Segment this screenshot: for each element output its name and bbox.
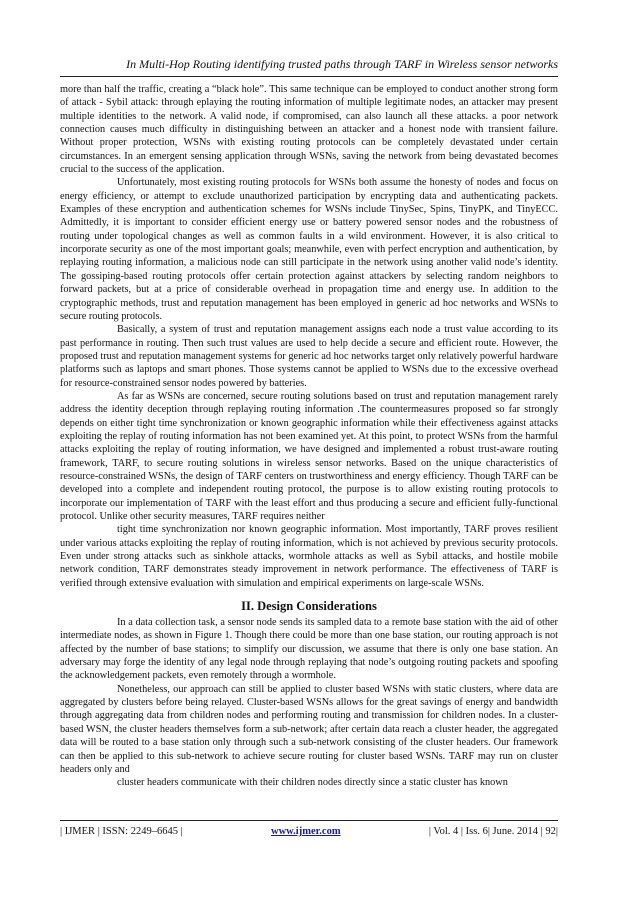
paragraph: tight time synchronization nor known geographic information. Most importantly, TARF proves resilient under various attacks exploiting the replay of routing information, which is not achieved by previous security protocols. Even under strong attacks such as sinkhole attacks, wormhole attacks as well as Sybil attacks, and hostile mobile network condition, TARF demonstrates steady improvement in network performance. The effectiveness of TARF is verified through extensive evaluation with simulation and empirical experiments on large-scale WSNs. — [60, 524, 558, 589]
paragraph: Unfortunately, most existing routing protocols for WSNs both assume the honesty of nodes and focus on energy efficiency, or attempt to exclude unauthorized participation by encrypting data and authenticating packets. Examples of these encryption and authentication schemes for WSNs include TinySec, Spins, TinyPK, and TinyECC. Admittedly, it is important to consider efficient energy use or battery powered sensor nodes and the robustness of routing under topological changes as well as common faults in a wild environment. However, it is also critical to incorporate security as one of the most important goals; meanwhile, even with perfect encryption and authentication, by replaying routing information, a malicious node can still participate in the network using another valid node’s identity. The gossiping-based routing protocols offer certain protection against attackers by selecting random neighbors to forward packets, but at a price of considerable overhead in propagation time and energy use. In addition to the cryptographic methods, trust and reputation management has been employed in generic ad hoc networks and WSNs to secure routing protocols. — [60, 177, 558, 322]
paragraph: In a data collection task, a sensor node sends its sampled data to a remote base station with the aid of other intermediate nodes, as shown in Figure 1. Though there could be more than one base station, our routing approach is not affected by the number of base stations; to simplify our discussion, we assume that there is only one base station. An adversary may forge the identity of any legal node through replaying that node’s outgoing routing packets and spoofing the acknowledgement packets, even remotely through a wormhole. — [60, 617, 558, 682]
running-header: In Multi-Hop Routing identifying trusted paths through TARF in Wireless sensor networks — [126, 57, 558, 71]
footer-rule — [60, 820, 558, 821]
footer-issue-info: | Vol. 4 | Iss. 6| June. 2014 | 92| — [428, 826, 558, 837]
section-heading: II. Design Considerations — [241, 599, 377, 614]
paragraph: As far as WSNs are concerned, secure routing solutions based on trust and reputation management rarely address the identity deception through replaying routing information .The countermeasures proposed so far strongly depends on either tight time synchronization or known geographic information while their effectiveness against attacks exploiting the replay of routing information has not been examined yet. At this point, to protect WSNs from the harmful attacks exploiting the replay of routing information, we have designed and implemented a robust trust-aware routing framework, TARF, to secure routing solutions in wireless sensor networks. Based on the unique characteristics of resource-constrained WSNs, the design of TARF centers on trustworthiness and energy efficiency. Though TARF can be developed into a complete and independent routing protocol, the purpose is to allow existing routing protocols to incorporate our implementation of TARF with the least effort and thus producing a secure and efficient fully-functional protocol. Unlike other security measures, TARF requires neither — [60, 390, 558, 522]
paragraph: cluster headers communicate with their children nodes directly since a static cluster has known — [117, 777, 508, 789]
page-footer — [60, 826, 558, 837]
paragraph: Basically, a system of trust and reputation management assigns each node a trust value according to its past performance in routing. Then such trust values are used to help decide a secure and efficient route. However, the proposed trust and reputation management systems for generic ad hoc networks target only relatively powerful hardware platforms such as laptops and smart phones. Those systems cannot be applied to WSNs due to the excessive overhead for resource-constrained sensor nodes powered by batteries. — [60, 324, 558, 389]
paragraph: more than half the traffic, creating a “black hole”. This same technique can be employed to conduct another strong form of attack - Sybil attack: through eplaying the routing information of multiple legitimate nodes, an attacker may present multiple identities to the network. A valid node, if compromised, can also launch all these attacks. a poor network connection causes much difficulty in distinguishing between an attacker and a honest node with transient failure. Without proper protection, WSNs with existing routing protocols can be completely devastated under certain circumstances. In an emergent sensing application through WSNs, saving the network from being devastated becomes crucial to the success of the application. — [60, 84, 558, 176]
paragraph: Nonetheless, our approach can still be applied to cluster based WSNs with static clusters, where data are aggregated by clusters before being relayed. Cluster-based WSNs allows for the great savings of energy and bandwidth through aggregating data from children nodes and performing routing and transmission for children nodes. In a cluster-based WSN, the cluster headers themselves form a sub-network; after certain data reach a cluster header, the aggregated data will be routed to a base station only through such a sub-network consisting of the cluster headers. Our framework can then be applied to this sub-network to achieve secure routing for cluster based WSNs. TARF may run on cluster headers only and — [60, 683, 558, 775]
header-rule — [60, 76, 558, 77]
footer-website-link[interactable]: www.ijmer.com — [270, 826, 341, 837]
footer-journal-info: | IJMER | ISSN: 2249–6645 | — [60, 826, 183, 837]
page-body — [60, 83, 558, 790]
